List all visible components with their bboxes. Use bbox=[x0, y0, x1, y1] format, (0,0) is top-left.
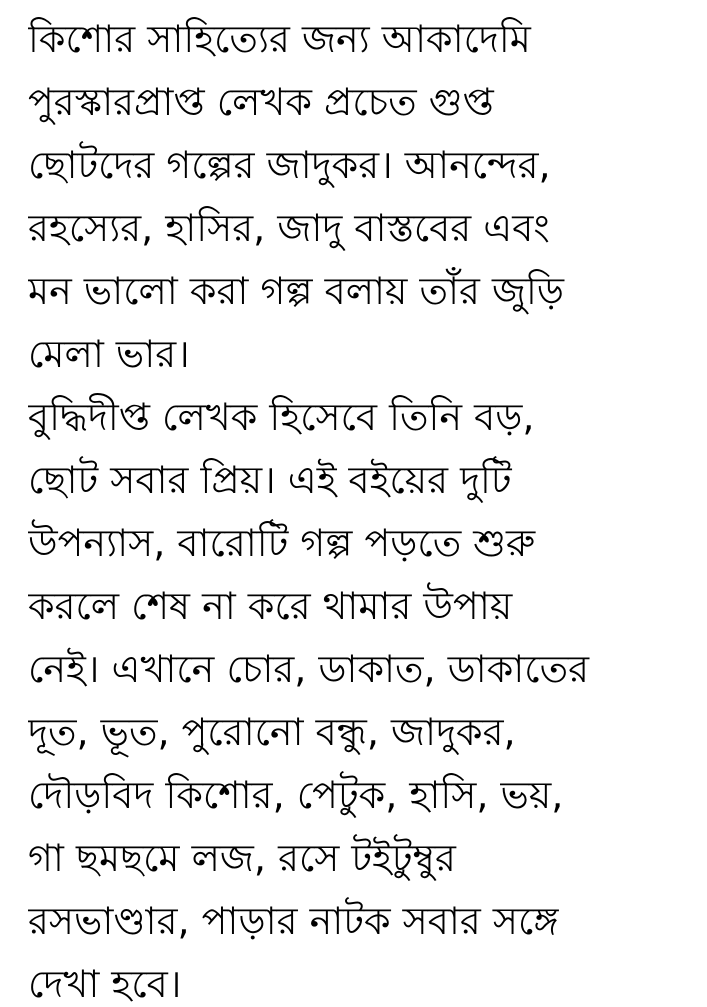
text-line: মন ভালো করা গল্প বলায় তাঁর জুড়ি bbox=[28, 269, 565, 313]
text-line: ছোটদের গল্পের জাদুকর। আনন্দের, bbox=[28, 143, 551, 187]
text-line: বুদ্ধিদীপ্ত লেখক হিসেবে তিনি বড়, bbox=[28, 395, 535, 439]
text-line: উপন্যাস, বারোটি গল্প পড়তে শুরু bbox=[28, 521, 536, 565]
text-line: নেই। এখানে চোর, ডাকাত, ডাকাতের bbox=[28, 647, 589, 691]
text-line: করলে শেষ না করে থামার উপায় bbox=[28, 584, 513, 628]
text-line: ছোট সবার প্রিয়। এই বইয়ের দুটি bbox=[28, 458, 512, 502]
text-line: দৌড়বিদ কিশোর, পেটুক, হাসি, ভয়, bbox=[28, 773, 564, 817]
paragraph-book-contents bbox=[28, 386, 691, 1007]
text-line: রসভাণ্ডার, পাড়ার নাটক সবার সঙ্গে bbox=[28, 899, 559, 943]
text-line: গা ছমছমে লজ, রসে টইটুম্বুর bbox=[28, 836, 456, 880]
text-line: দেখা হবে। bbox=[28, 962, 182, 1006]
paragraph-author-intro bbox=[28, 8, 691, 386]
text-line: দূত, ভূত, পুরোনো বন্ধু, জাদুকর, bbox=[28, 710, 516, 754]
text-line: মেলা ভার। bbox=[28, 332, 190, 376]
text-line: পুরস্কারপ্রাপ্ত লেখক প্রচেত গুপ্ত bbox=[28, 80, 494, 124]
text-line: রহস্যের, হাসির, জাদু বাস্তবের এবং bbox=[28, 206, 550, 250]
text-line: কিশোর সাহিত্যের জন্য আকাদেমি bbox=[28, 17, 531, 61]
